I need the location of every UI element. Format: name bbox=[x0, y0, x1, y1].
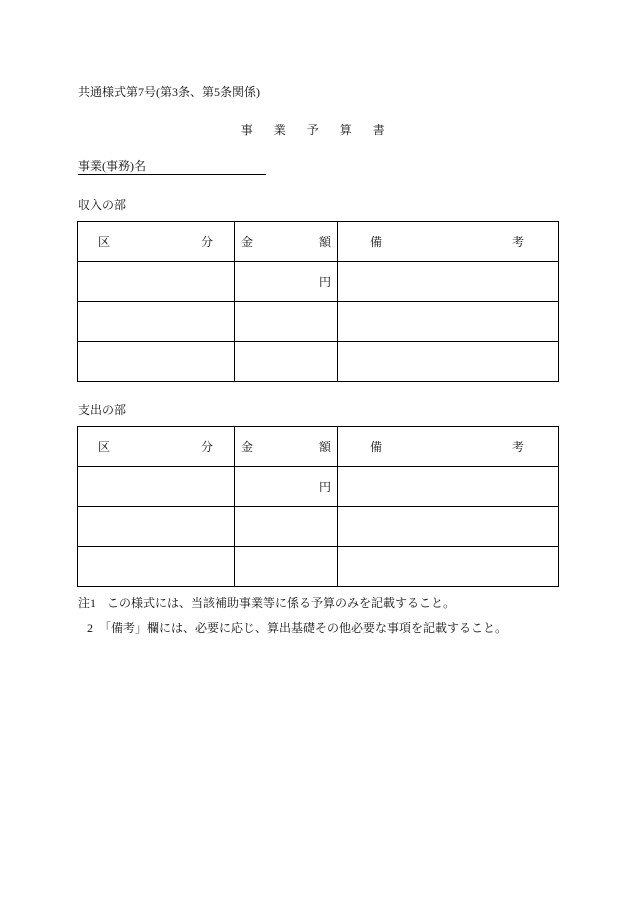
table-header-row bbox=[78, 222, 559, 262]
category-cell bbox=[78, 467, 235, 507]
header-char: 考 bbox=[511, 439, 524, 454]
amount-cell bbox=[235, 302, 338, 342]
remarks-cell bbox=[338, 547, 559, 587]
table-row bbox=[78, 262, 559, 302]
header-char: 備 bbox=[370, 234, 383, 249]
remarks-cell bbox=[338, 467, 559, 507]
header-char: 金 bbox=[241, 234, 254, 249]
category-cell bbox=[78, 507, 235, 547]
header-amount bbox=[235, 222, 338, 262]
form-number: 共通様式第7号(第3条、第5条関係) bbox=[78, 85, 260, 99]
project-name-field bbox=[78, 159, 266, 175]
note-label: 注1 bbox=[78, 596, 97, 610]
amount-cell bbox=[235, 342, 338, 382]
amount-cell bbox=[235, 507, 338, 547]
income-table bbox=[77, 221, 559, 382]
header-char: 区 bbox=[98, 234, 111, 249]
remarks-cell bbox=[338, 302, 559, 342]
header-category bbox=[78, 222, 235, 262]
table-row bbox=[78, 467, 559, 507]
remarks-cell bbox=[338, 342, 559, 382]
category-cell bbox=[78, 262, 235, 302]
header-char: 額 bbox=[318, 234, 331, 249]
header-category bbox=[78, 427, 235, 467]
remarks-cell bbox=[338, 262, 559, 302]
project-name-label: 事業(事務)名 bbox=[78, 159, 146, 173]
header-char: 考 bbox=[511, 234, 524, 249]
header-amount bbox=[235, 427, 338, 467]
header-char: 額 bbox=[318, 439, 331, 454]
category-cell bbox=[78, 547, 235, 587]
category-cell bbox=[78, 342, 235, 382]
expenditure-section-heading: 支出の部 bbox=[78, 403, 127, 417]
header-char: 分 bbox=[200, 439, 213, 454]
table-row bbox=[78, 507, 559, 547]
table-row bbox=[78, 302, 559, 342]
table-header-row bbox=[78, 427, 559, 467]
table-row bbox=[78, 547, 559, 587]
note-text: この様式には、当該補助事業等に係る予算のみを記載すること。 bbox=[107, 596, 456, 610]
header-remarks bbox=[338, 222, 559, 262]
header-char: 区 bbox=[98, 439, 111, 454]
note-text: 「備考」欄には、必要に応じ、算出基礎その他必要な事項を記載すること。 bbox=[99, 621, 508, 635]
document-title: 事 業 予 算 書 bbox=[240, 123, 390, 137]
expenditure-table bbox=[77, 426, 559, 587]
remarks-cell bbox=[338, 507, 559, 547]
header-char: 分 bbox=[200, 234, 213, 249]
income-section-heading: 収入の部 bbox=[78, 198, 127, 212]
header-char: 備 bbox=[370, 439, 383, 454]
header-remarks bbox=[338, 427, 559, 467]
table-row bbox=[78, 342, 559, 382]
category-cell bbox=[78, 302, 235, 342]
header-char: 金 bbox=[241, 439, 254, 454]
amount-cell bbox=[235, 547, 338, 587]
amount-cell: 円 bbox=[235, 467, 338, 507]
note-label: 2 bbox=[87, 621, 93, 635]
amount-cell: 円 bbox=[235, 262, 338, 302]
